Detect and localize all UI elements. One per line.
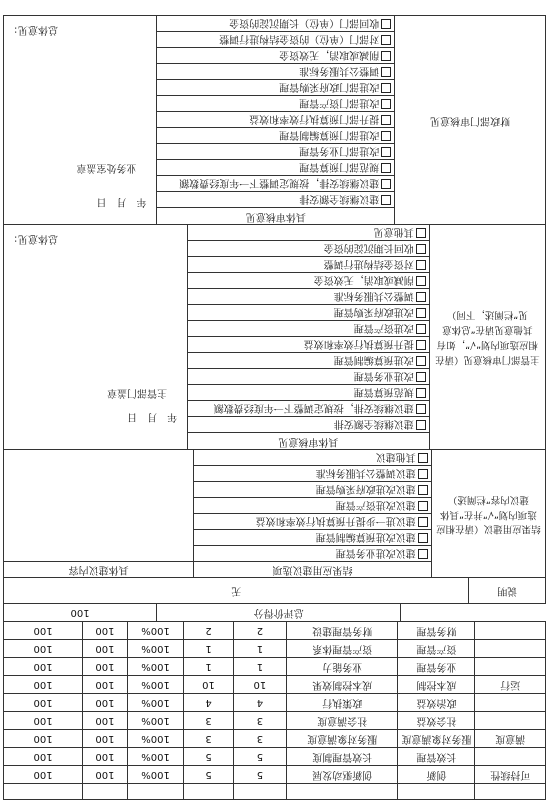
indicator-row	[4, 730, 546, 748]
total-value: 100	[4, 604, 157, 622]
l1-cell	[475, 622, 546, 640]
rate-cell: 100%	[127, 712, 184, 730]
finance-option-7[interactable]: 改进部门资产管理	[157, 96, 395, 112]
value-a-cell: 100	[83, 676, 128, 694]
results-content-cell[interactable]	[4, 450, 194, 562]
value-a-cell: 100	[83, 658, 128, 676]
explain-label: 说明	[469, 578, 546, 604]
l3-cell: 服务对象满意度	[287, 730, 398, 748]
supervisor-option-12[interactable]: 收回长期沉淀的资金	[188, 241, 430, 257]
value-b-cell: 100	[4, 694, 83, 712]
score-full-cell: 10	[233, 676, 286, 694]
rate-cell: 100%	[127, 748, 184, 766]
score-full-cell: 3	[233, 730, 286, 748]
l3-cell: 财务管理建设	[287, 622, 398, 640]
indicator-row	[4, 784, 546, 800]
rate-cell: 100%	[127, 730, 184, 748]
results-content-header: 具体建议内容	[4, 562, 194, 578]
l3-cell: 资产管理体系	[287, 640, 398, 658]
l2-cell: 成本控制	[398, 676, 475, 694]
l3-cell: 成本控制效果	[287, 676, 398, 694]
supervisor-option-6[interactable]: 提升预算执行效率和效益	[188, 337, 430, 353]
results-option-5[interactable]: 建议改进政府采购管理	[194, 482, 431, 498]
value-b-cell: 100	[4, 748, 83, 766]
score-full-cell: 3	[233, 712, 286, 730]
explanation-table	[3, 577, 546, 604]
rate-cell: 100%	[127, 640, 184, 658]
finance-date: 年 月 日	[96, 196, 147, 207]
results-option-1[interactable]: 建议改进业务管理	[194, 546, 431, 562]
l2-cell: 业务管理	[398, 658, 475, 676]
supervisor-header: 具体审核意见	[188, 433, 430, 450]
score-cell: 3	[184, 712, 233, 730]
supervisor-seal: 主管部门盖章	[107, 387, 168, 398]
rate-cell: 100%	[127, 658, 184, 676]
supervisor-option-2[interactable]: 建议继续安排，按规定调整下一年度经费数额	[188, 401, 430, 417]
finance-option-4[interactable]: 改进部门业务管理	[157, 144, 395, 160]
supervisor-option-11[interactable]: 对资金结构进行调整	[188, 257, 430, 273]
score-full-cell: 5	[233, 748, 286, 766]
indicator-row	[4, 640, 546, 658]
total-table	[3, 603, 546, 622]
finance-opinion-cell[interactable]	[4, 16, 157, 225]
supervisor-option-1[interactable]: 建议继续全额安排	[188, 417, 430, 433]
l2-cell: 财务管理	[398, 622, 475, 640]
supervisor-label: 主管部门审核意见（请在相应选项内划“√”，如有其他意见请在“总体意见”栏阐述，下同）	[429, 225, 545, 450]
value-b-cell: 100	[4, 766, 83, 784]
value-a-cell: 100	[83, 622, 128, 640]
finance-table	[3, 15, 546, 225]
supervisor-opinion-cell[interactable]	[4, 225, 188, 450]
l2-cell: 创新	[398, 766, 475, 784]
results-option-2[interactable]: 建议改进预算编制管理	[194, 530, 431, 546]
l2-cell: 服务对象满意度	[398, 730, 475, 748]
value-a-cell: 100	[83, 694, 128, 712]
results-option-header: 结果应用建议选项	[194, 562, 431, 578]
supervisor-option-10[interactable]: 削减或取消，无效资金	[188, 273, 430, 289]
value-b-cell: 100	[4, 676, 83, 694]
l2-cell: 政治效益	[398, 694, 475, 712]
indicator-row	[4, 676, 546, 694]
finance-option-12[interactable]: 收回部门（单位）长期沉淀的资金	[157, 16, 395, 32]
finance-seal: 业务处室盖章	[76, 162, 137, 173]
l3-cell: 长效管理制度	[287, 748, 398, 766]
indicator-row	[4, 766, 546, 784]
supervisor-date: 年 月 日	[127, 411, 178, 422]
score-cell: 10	[184, 676, 233, 694]
l2-cell: 社会效益	[398, 712, 475, 730]
results-table	[3, 449, 546, 578]
score-cell: 4	[184, 694, 233, 712]
score-cell: 3	[184, 730, 233, 748]
supervisor-table	[3, 224, 546, 450]
score-cell: 2	[184, 622, 233, 640]
finance-option-6[interactable]: 提升部门预算执行效率和效益	[157, 112, 395, 128]
l1-cell	[475, 640, 546, 658]
value-b-cell: 100	[4, 730, 83, 748]
supervisor-overall: 总体意见：	[8, 233, 58, 244]
score-cell: 5	[184, 766, 233, 784]
score-full-cell: 1	[233, 658, 286, 676]
supervisor-option-13[interactable]: 其他意见	[188, 225, 430, 241]
value-a-cell: 100	[83, 712, 128, 730]
value-a-cell: 100	[83, 640, 128, 658]
l1-cell	[475, 658, 546, 676]
results-option-7[interactable]: 其他建议	[194, 450, 431, 466]
finance-option-1[interactable]: 建议继续全额安排	[157, 192, 395, 208]
rate-cell: 100%	[127, 766, 184, 784]
score-cell: 5	[184, 748, 233, 766]
results-option-6[interactable]: 建议调整公共服务标准	[194, 466, 431, 482]
l1-cell	[475, 694, 546, 712]
finance-option-11[interactable]: 对部门（单位）的资金结构进行调整	[157, 32, 395, 48]
finance-option-8[interactable]: 改进部门政府采购管理	[157, 80, 395, 96]
supervisor-option-7[interactable]: 改进资产管理	[188, 321, 430, 337]
value-b-cell: 100	[4, 640, 83, 658]
finance-overall: 总体意见：	[8, 24, 58, 35]
score-cell: 1	[184, 640, 233, 658]
l1-cell	[475, 784, 546, 800]
total-label: 总评价得分	[157, 604, 401, 622]
l3-cell: 社会满意度	[287, 712, 398, 730]
l1-cell	[475, 712, 546, 730]
l2-cell: 长效管理	[398, 748, 475, 766]
indicator-row	[4, 658, 546, 676]
supervisor-option-9[interactable]: 调整公共服务标准	[188, 289, 430, 305]
l3-cell: 创新驱动发展	[287, 766, 398, 784]
l1-cell: 满意度	[475, 730, 546, 748]
score-full-cell: 5	[233, 766, 286, 784]
rate-cell: 100%	[127, 622, 184, 640]
results-option-4[interactable]: 建议改进资产管理	[194, 498, 431, 514]
value-b-cell: 100	[4, 658, 83, 676]
indicator-row	[4, 694, 546, 712]
value-a-cell: 100	[83, 730, 128, 748]
value-b-cell: 100	[4, 622, 83, 640]
value-a-cell: 100	[83, 766, 128, 784]
finance-option-2[interactable]: 建议继续安排，按规定调整下一年度经费数额	[157, 176, 395, 192]
l3-cell: 业务能力	[287, 658, 398, 676]
l1-cell: 运行	[475, 676, 546, 694]
finance-option-9[interactable]: 调整公共服务标准	[157, 64, 395, 80]
indicator-row	[4, 748, 546, 766]
score-full-cell: 2	[233, 622, 286, 640]
finance-option-3[interactable]: 规范部门预算管理	[157, 160, 395, 176]
explain-value: 无	[4, 578, 470, 604]
finance-option-10[interactable]: 削减或取消，无效资金	[157, 48, 395, 64]
results-option-3[interactable]: 建议进一步提升预算执行效率和效益	[194, 514, 431, 530]
rate-cell: 100%	[127, 676, 184, 694]
rate-cell: 100%	[127, 694, 184, 712]
indicator-row	[4, 712, 546, 730]
indicator-table	[3, 621, 546, 800]
results-label: 结果应用建议（请在相应选项内划“√”并在“具体建议内容”栏阐述）	[431, 450, 545, 578]
value-b-cell: 100	[4, 712, 83, 730]
score-full-cell: 1	[233, 640, 286, 658]
supervisor-option-3[interactable]: 规范预算管理	[188, 385, 430, 401]
l2-cell: 资产管理	[398, 640, 475, 658]
value-a-cell: 100	[83, 748, 128, 766]
score-cell: 1	[184, 658, 233, 676]
finance-header: 具体审核意见	[157, 208, 395, 225]
supervisor-option-4[interactable]: 改进业务管理	[188, 369, 430, 385]
supervisor-option-8[interactable]: 改进政府采购管理	[188, 305, 430, 321]
l1-cell	[475, 748, 546, 766]
l1-cell: 可持续性	[475, 766, 546, 784]
l3-cell: 政策执行	[287, 694, 398, 712]
indicator-row	[4, 622, 546, 640]
supervisor-option-5[interactable]: 改进预算编制管理	[188, 353, 430, 369]
score-full-cell: 4	[233, 694, 286, 712]
finance-option-5[interactable]: 改进部门预算编制管理	[157, 128, 395, 144]
finance-label: 财政部门审核意见	[395, 16, 546, 225]
